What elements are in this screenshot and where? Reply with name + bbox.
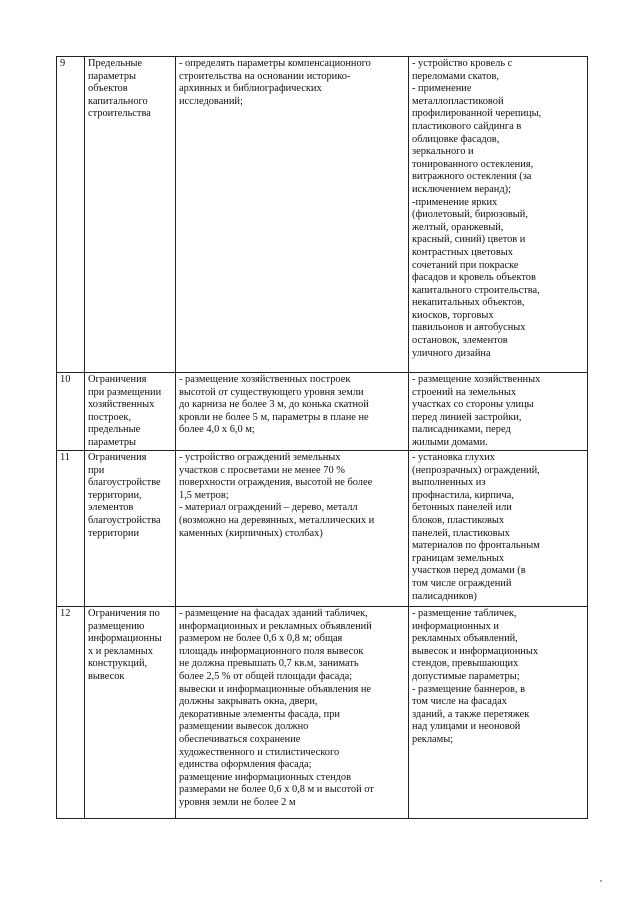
row-name-cell	[85, 373, 176, 451]
row-number: 11	[57, 451, 85, 607]
text-line: информационных и рекламных объявлений	[179, 620, 372, 632]
row-requirements-cell	[176, 373, 409, 451]
text-line: благоустройстве	[88, 477, 161, 489]
text-line: исключением веранд);	[412, 183, 511, 195]
text-line: уровня земли не более 2 м	[179, 796, 296, 808]
text-line: - материал ограждений – дерево, металл	[179, 502, 358, 514]
text-line: капитального	[88, 95, 148, 107]
text-line: рекламных объявлений,	[412, 633, 518, 645]
text-line: вывесок и информационных	[412, 645, 539, 657]
text-line: зеркального и	[412, 146, 474, 158]
text-line: х и рекламных	[88, 645, 153, 657]
row-limitations-cell	[409, 57, 588, 373]
text-line: объектов	[88, 83, 128, 95]
text-line: хозяйственных	[88, 399, 155, 411]
text-line: участках со стороны улицы	[412, 399, 534, 411]
text-line: каменных (кирпичных) столбах)	[179, 527, 323, 539]
text-line: параметры	[88, 70, 137, 82]
table-row	[57, 451, 588, 607]
text-line: материалов по фронтальным	[412, 540, 540, 552]
text-line: участков с просветами не менее 70 %	[179, 464, 345, 476]
text-line: (непрозрачных) ограждений,	[412, 464, 540, 476]
text-line: Предельные	[88, 58, 143, 69]
text-line: площадь информационного поля вывесок	[179, 645, 364, 657]
text-line: вывесок	[88, 670, 125, 682]
text-line: киосков, торговых	[412, 309, 494, 321]
text-line: панелей, пластиковых	[412, 527, 510, 539]
regulations-table-body	[57, 57, 588, 819]
row-requirements-cell	[176, 57, 409, 373]
text-line: не должна превышать 0,7 кв.м, занимать	[179, 658, 359, 670]
row-number: 9	[57, 57, 85, 373]
table-row	[57, 373, 588, 451]
text-line: пластикового сайдинга в	[412, 120, 522, 132]
text-line: павильонов и автобусных	[412, 322, 526, 334]
text-line: участков перед домами (в	[412, 565, 526, 577]
text-line: - установка глухих	[412, 452, 495, 463]
text-line: капитального строительства,	[412, 284, 540, 296]
text-line: над улицами и неоновой	[412, 721, 521, 733]
text-line: некапитальных объектов,	[412, 297, 525, 309]
text-line: строительства	[88, 108, 151, 120]
row-name-cell	[85, 57, 176, 373]
text-line: более 4,0 х 6,0 м;	[179, 424, 255, 436]
text-line: обеспечиваться сохранение	[179, 733, 301, 745]
text-line: - размещение табличек,	[412, 608, 517, 619]
text-line: до карниза не более 3 м, до конька скатной	[179, 399, 369, 411]
text-line: (фиолетовый, бирюзовый,	[412, 209, 528, 221]
text-line: жилыми домами.	[412, 436, 488, 448]
text-line: остановок, элементов	[412, 335, 508, 347]
text-line: стендов, превышающих	[412, 658, 519, 670]
text-line: -применение ярких	[412, 196, 498, 208]
text-line: территории,	[88, 489, 142, 501]
row-name-cell	[85, 451, 176, 607]
text-line: при	[88, 464, 105, 476]
text-line: при размещении	[88, 386, 162, 398]
text-line: информационны	[88, 633, 162, 645]
text-line: желтый, оранжевый,	[412, 221, 504, 233]
text-line: зданий, а также перетяжек	[412, 708, 530, 720]
row-number: 10	[57, 373, 85, 451]
text-line: размерами не более 0,6 х 0,8 м и высотой от	[179, 784, 374, 796]
text-line: - определять параметры компенсационного	[179, 58, 371, 69]
text-line: территории	[88, 527, 140, 539]
text-line: границам земельных	[412, 552, 505, 564]
text-line: исследований;	[179, 95, 243, 107]
table-row	[57, 607, 588, 819]
text-line: параметры	[88, 436, 137, 448]
text-line: благоустройства	[88, 514, 161, 526]
row-requirements-cell	[176, 451, 409, 607]
text-line: - размещение хозяйственных построек	[179, 374, 351, 385]
text-line: металлопластиковой	[412, 95, 504, 107]
text-line: Ограничения по	[88, 608, 160, 619]
text-line: - устройство кровель с	[412, 58, 513, 69]
text-line: высотой от существующего уровня земли	[179, 386, 364, 398]
text-line: вывески и информационные объявления не	[179, 683, 372, 695]
row-name-cell	[85, 607, 176, 819]
text-line: - размещение хозяйственных	[412, 374, 541, 385]
text-line: 1,5 метров;	[179, 489, 229, 501]
text-line: контрастных цветовых	[412, 246, 513, 258]
text-line: размещение информационных стендов	[179, 771, 352, 783]
text-line: профилированной черепицы,	[412, 108, 542, 120]
text-line: должны закрывать окна, двери,	[179, 696, 318, 708]
text-line: блоков, пластиковых	[412, 514, 505, 526]
text-line: художественного и стилистического	[179, 746, 340, 758]
text-line: сочетаний при покраске	[412, 259, 519, 271]
text-line: том числе ограждений	[412, 577, 512, 589]
text-line: облицовке фасадов,	[412, 133, 500, 145]
text-line: палисадников)	[412, 590, 477, 602]
row-requirements-cell	[176, 607, 409, 819]
text-line: - устройство ограждений земельных	[179, 452, 341, 463]
text-line: Ограничения	[88, 374, 147, 385]
text-line: рекламы;	[412, 733, 454, 745]
row-limitations-cell	[409, 451, 588, 607]
text-line: размером не более 0,6 х 0,8 м; общая	[179, 633, 343, 645]
text-line: строительства на основании историко-	[179, 70, 351, 82]
regulations-table	[56, 56, 588, 819]
text-line: выполненных из	[412, 477, 486, 489]
text-line: перед линией застройки,	[412, 411, 522, 423]
text-line: - размещение на фасадах зданий табличек,	[179, 608, 368, 619]
text-line: строений на земельных	[412, 386, 517, 398]
row-limitations-cell	[409, 373, 588, 451]
text-line: фасадов и кровель объектов	[412, 272, 536, 284]
text-line: поверхности ограждения, высотой не более	[179, 477, 373, 489]
row-limitations-cell	[409, 607, 588, 819]
text-line: Ограничения	[88, 452, 147, 463]
text-line: кровли не более 5 м, параметры в плане не	[179, 411, 369, 423]
table-row	[57, 57, 588, 373]
text-line: размещении вывесок должно	[179, 721, 309, 733]
text-line: построек,	[88, 411, 132, 423]
scan-speck	[600, 880, 602, 882]
text-line: - размещение баннеров, в	[412, 683, 525, 695]
text-line: конструкций,	[88, 658, 148, 670]
text-line: переломами скатов,	[412, 70, 499, 82]
text-line: том числе на фасадах	[412, 696, 507, 708]
text-line: размещению	[88, 620, 145, 632]
text-line: предельные	[88, 424, 141, 436]
text-line: профнастила, кирпича,	[412, 489, 514, 501]
text-line: витражного остекления (за	[412, 171, 532, 183]
text-line: единства оформления фасада;	[179, 759, 312, 771]
text-line: красный, синий) цветов и	[412, 234, 526, 246]
text-line: элементов	[88, 502, 134, 514]
text-line: палисадниками, перед	[412, 424, 511, 436]
text-line: (возможно на деревянных, металлических и	[179, 514, 375, 526]
text-line: допустимые параметры;	[412, 670, 520, 682]
text-line: тонированного остекления,	[412, 158, 534, 170]
text-line: - применение	[412, 83, 472, 95]
text-line: более 2,5 % от общей площади фасада;	[179, 670, 353, 682]
text-line: декоративные элементы фасада, при	[179, 708, 340, 720]
text-line: архивных и библиографических	[179, 83, 322, 95]
text-line: уличного дизайна	[412, 347, 491, 359]
row-number: 12	[57, 607, 85, 819]
text-line: информационных и	[412, 620, 499, 632]
text-line: бетонных панелей или	[412, 502, 512, 514]
